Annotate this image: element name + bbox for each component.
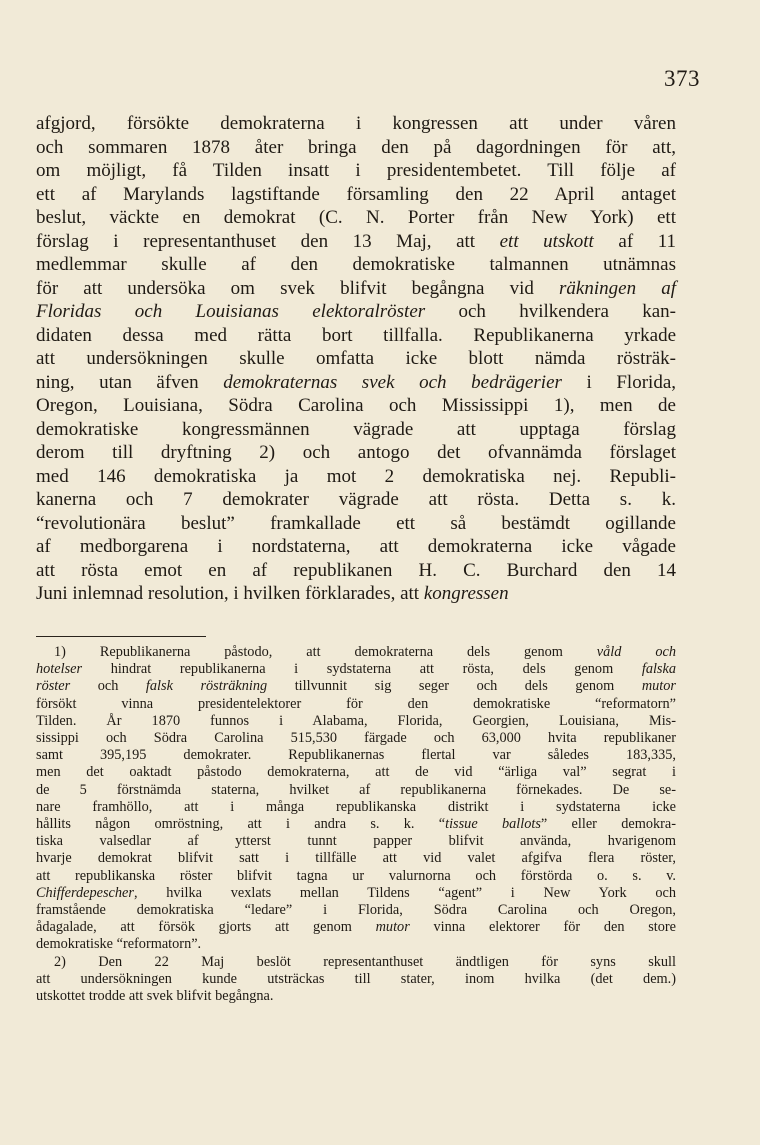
italic-text: kongressen [423, 583, 509, 604]
italic-text: hotelser [36, 661, 83, 678]
page-number: 373 [664, 66, 700, 91]
text-segment: medlemmar skulle af den demokratiske talmannen utnämnas [36, 254, 676, 275]
text-segment: af medborgarena i nordstaterna, att demokraterna icke vågade [36, 536, 676, 557]
text-segment: af 11 [593, 230, 677, 252]
text-line [36, 253, 676, 277]
footnote-line [36, 833, 676, 850]
text-segment: att rösta emot en af republikanen H. C. Burchard den 14 [36, 559, 676, 581]
footnote-line [36, 764, 676, 781]
text-segment: i Florida, [561, 371, 676, 393]
text-line [36, 183, 676, 207]
text-segment: didaten dessa med rätta bort tillfalla. Republikanerna yrkade [36, 324, 676, 346]
text-line [36, 418, 676, 442]
text-segment: sissippi och Södra Carolina 515,530 färgade och 63,000 hvita republikaner [36, 730, 676, 747]
text-line [36, 230, 676, 254]
footnote-divider [36, 636, 206, 637]
text-line [36, 136, 676, 160]
footnote-line [36, 713, 676, 730]
footnote-line [36, 816, 676, 833]
text-line [36, 559, 676, 583]
footnote-line [36, 730, 676, 747]
text-segment: för att undersöka om svek blifvit begångna vid [36, 277, 560, 299]
text-segment: , hvilka vexlats mellan Tildens “agent” i New York och [133, 884, 676, 901]
text-segment: nare framhöllo, att i många republikanska distrikt i sydstaterna icke [36, 798, 676, 815]
footnote-line [36, 885, 676, 902]
text-line [36, 582, 676, 606]
footnote-line [36, 799, 676, 816]
text-segment: med 146 demokratiska ja mot 2 demokratiska nej. Republi- [36, 465, 676, 487]
italic-text: falsk rösträkning [145, 678, 268, 695]
italic-text: demokraternas svek och bedrägerier [223, 371, 562, 393]
text-segment: att republikanska röster blifvit tagna ur valurnorna och förstörda o. s. v. [36, 867, 676, 884]
italic-text: Chifferdepescher [36, 884, 134, 901]
text-segment: och sommaren 1878 åter bringa den på dagordningen för att, [36, 136, 676, 158]
text-line [36, 300, 676, 324]
footnote-line [36, 868, 676, 885]
text-segment: framstående demokratiska “ledare” i Florida, Södra Carolina och Oregon, [36, 902, 676, 919]
text-line [36, 512, 676, 536]
italic-text: våld och [596, 644, 676, 660]
text-line [36, 159, 676, 183]
text-line [36, 112, 676, 136]
italic-text: ett utskott [499, 230, 594, 252]
text-line [36, 347, 676, 371]
italic-text: Floridas och Louisianas elektoralröster [36, 301, 426, 322]
text-segment: demokratiske kongressmännen vägrade att upptaga förslag [36, 418, 676, 440]
footnote-line [36, 902, 676, 919]
footnote-line [36, 644, 676, 661]
text-line [36, 488, 676, 512]
text-line [36, 394, 676, 418]
text-line [36, 535, 676, 559]
italic-text: tissue ballots [445, 816, 541, 833]
text-segment: “revolutionära beslut” framkallade ett så bestämdt ogillande [36, 512, 676, 534]
text-segment: försökt vinna presidentelektorer för den demokratiske “reformatorn” [36, 695, 676, 712]
text-segment: hållits någon omröstning, att i andra s. k. “ [36, 816, 446, 833]
text-segment: tiska valsedlar af ytterst tunnt papper blifvit använda, hvarigenom [36, 833, 676, 850]
text-segment: kanerna och 7 demokrater vägrade att rösta. Detta s. k. [36, 489, 676, 510]
text-segment: demokratiske “reformatorn”. [36, 936, 202, 953]
footnotes [36, 644, 676, 1005]
text-segment: 1) Republikanerna påstodo, att demokraterna dels genom [54, 644, 597, 660]
italic-text: mutor [641, 678, 676, 695]
text-segment: ning, utan äfven [36, 371, 224, 393]
text-segment: Tilden. År 1870 funnos i Alabama, Florida, Georgien, Louisiana, Mis- [36, 712, 676, 729]
text-segment: Oregon, Louisiana, Södra Carolina och Mississippi 1), men de [36, 395, 676, 416]
text-segment: hindrat republikanerna i sydstaterna att rösta, dels genom [82, 661, 642, 678]
text-segment: afgjord, försökte demokraterna i kongressen att under våren [36, 113, 676, 134]
text-segment: utskottet trodde att svek blifvit begångna. [36, 988, 274, 1005]
footnote-line [36, 678, 676, 695]
text-segment: de 5 förstnämda staterna, hvilket af republikanerna förnekades. De se- [36, 781, 676, 798]
italic-text: mutor [375, 919, 410, 936]
text-line [36, 371, 676, 395]
text-segment: ” eller demokra- [540, 816, 676, 833]
text-segment: hvarje demokrat blifvit satt i tillfälle att vid valet afgifva flera röster, [36, 850, 676, 867]
text-segment: vinna elektorer för den store [409, 919, 676, 936]
footnote-line [36, 954, 676, 971]
text-segment: beslut, väckte en demokrat (C. N. Porter från New York) ett [36, 207, 676, 228]
italic-text: räkningen af [559, 277, 676, 299]
footnote-line [36, 747, 676, 764]
footnote-line [36, 971, 676, 988]
footnote-line [36, 696, 676, 713]
footnote-line [36, 661, 676, 678]
text-segment: derom till dryftning 2) och antogo det ofvannämda förslaget [36, 442, 676, 463]
text-line [36, 277, 676, 301]
text-segment: om möjligt, få Tilden insatt i presidentembetet. Till följe af [36, 160, 676, 181]
italic-text: falska [641, 661, 676, 678]
footnote-line [36, 782, 676, 799]
text-line [36, 324, 676, 348]
text-line [36, 465, 676, 489]
text-segment: Juni inlemnad resolution, i hvilken förklarades, att [36, 583, 424, 604]
main-text [36, 112, 676, 606]
text-line [36, 441, 676, 465]
text-segment: att undersökningen skulle omfatta icke blott nämda rösträk- [36, 348, 676, 369]
text-segment: att undersökningen kunde utsträckas till stater, inom hvilka (det dem.) [36, 970, 676, 987]
text-segment: ett af Marylands lagstiftande församling den 22 April antaget [36, 183, 676, 205]
footnote-line [36, 919, 676, 936]
footnote-line [36, 850, 676, 867]
text-segment: tillvunnit sig seger och dels genom [267, 678, 642, 695]
text-segment: 2) Den 22 Maj beslöt representanthuset ändtligen för syns skull [54, 953, 676, 970]
italic-text: röster [36, 678, 71, 695]
text-segment: samt 395,195 demokrater. Republikanernas flertal var således 183,335, [36, 747, 676, 764]
footnote-line [36, 988, 676, 1005]
text-segment: och hvilkendera kan- [425, 301, 676, 322]
footnote-line [36, 936, 676, 953]
text-segment: och [70, 678, 146, 695]
text-segment: förslag i representanthuset den 13 Maj, att [36, 230, 500, 252]
text-segment: men det oaktadt påstodo demokraterna, att de vid “ärliga val” segrat i [36, 764, 676, 781]
text-line [36, 206, 676, 230]
text-segment: ådagalade, att försök gjorts att genom [36, 919, 376, 936]
